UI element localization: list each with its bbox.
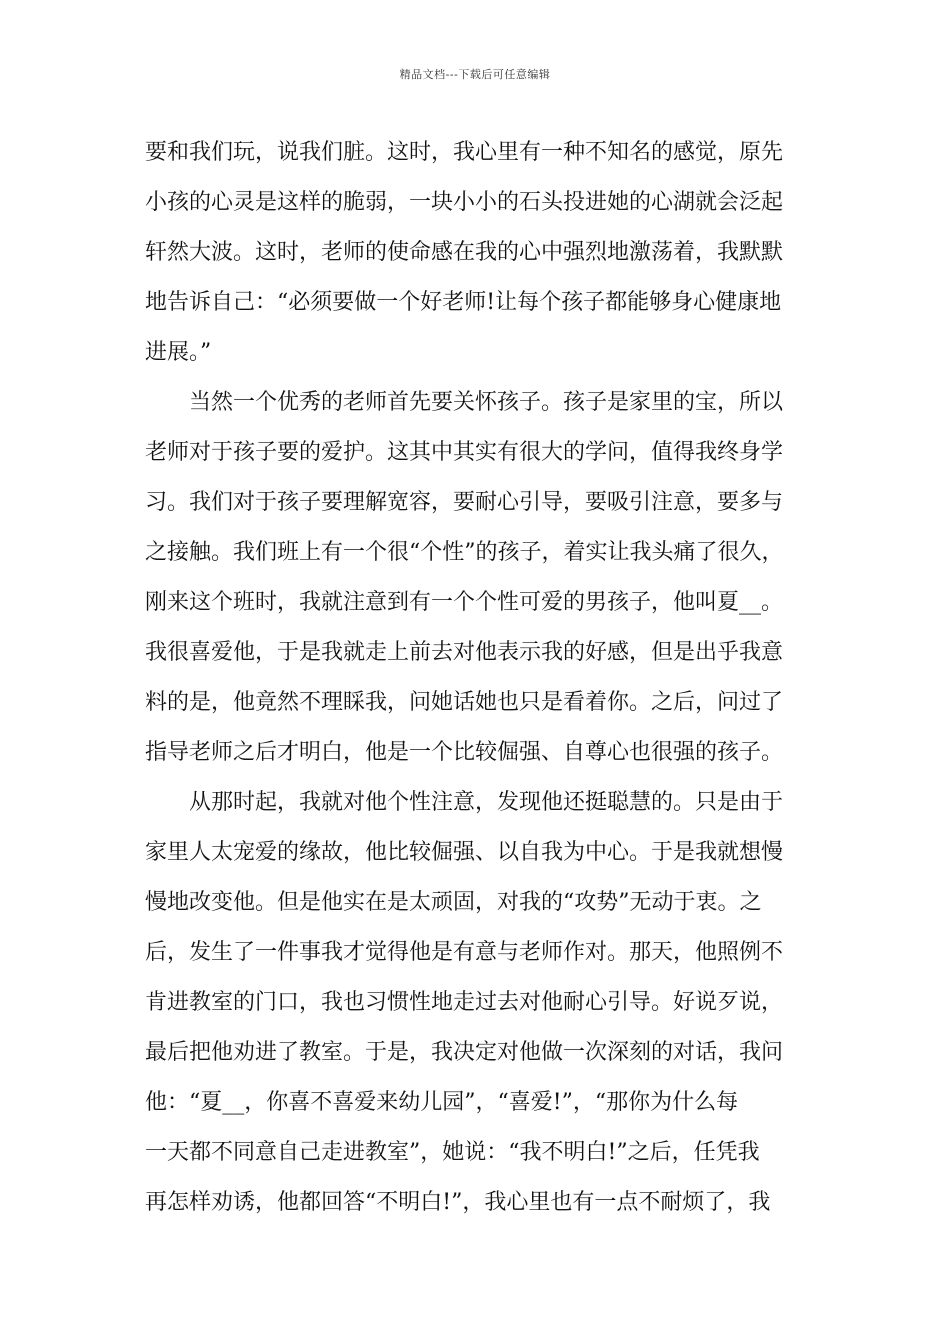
text-line: 地告诉自己：“必须要做一个好老师!让每个孩子都能够身心健康地 xyxy=(145,290,782,315)
text-line: 再怎样劝诱，他都回答“不明白!”，我心里也有一点不耐烦了，我 xyxy=(145,1190,771,1215)
text-line: 进展。” xyxy=(145,340,212,365)
text-line: 我很喜爱他，于是我就走上前去对他表示我的好感，但是出乎我意 xyxy=(145,640,784,665)
text-line: 后，发生了一件事我才觉得他是有意与老师作对。那天，他照例不 xyxy=(145,940,784,965)
text-line: 肯进教室的门口，我也习惯性地走过去对他耐心引导。好说歹说， xyxy=(145,990,784,1015)
text-line: 习。我们对于孩子要理解宽容，要耐心引导，要吸引注意，要多与 xyxy=(145,490,784,515)
text-line: 家里人太宠爱的缘故，他比较倔强、以自我为中心。于是我就想慢 xyxy=(145,840,784,865)
text-line: 最后把他劝进了教室。于是，我决定对他做一次深刻的对话，我问 xyxy=(145,1040,784,1065)
text-line: 老师对于孩子要的爱护。这其中其实有很大的学问，值得我终身学 xyxy=(145,440,784,465)
text-line: 慢地改变他。但是他实在是太顽固，对我的“攻势”无动于衷。之 xyxy=(145,890,762,915)
text-line: 从那时起，我就对他个性注意，发现他还挺聪慧的。只是由于 xyxy=(189,790,784,815)
text-line: 要和我们玩，说我们脏。这时，我心里有一种不知名的感觉，原先 xyxy=(145,140,784,165)
text-line: 小孩的心灵是这样的脆弱，一块小小的石头投进她的心湖就会泛起 xyxy=(145,190,784,215)
text-line: 刚来这个班时，我就注意到有一个个性可爱的男孩子，他叫夏__。 xyxy=(145,590,784,615)
text-line: 他：“夏__，你喜不喜爱来幼儿园”，“喜爱!”，“那你为什么每 xyxy=(145,1090,739,1115)
page-header: 精品文档---下载后可任意编辑 xyxy=(399,68,551,81)
text-line: 之接触。我们班上有一个很“个性”的孩子，着实让我头痛了很久， xyxy=(145,540,784,565)
text-line: 指导老师之后才明白，他是一个比较倔强、自尊心也很强的孩子。 xyxy=(145,740,784,765)
text-line: 一天都不同意自己走进教室”，她说：“我不明白!”之后，任凭我 xyxy=(145,1140,760,1165)
text-line: 当然一个优秀的老师首先要关怀孩子。孩子是家里的宝，所以 xyxy=(189,390,784,415)
text-line: 轩然大波。这时，老师的使命感在我的心中强烈地激荡着，我默默 xyxy=(145,240,784,265)
document-body xyxy=(145,128,825,1228)
text-line: 料的是，他竟然不理睬我，问她话她也只是看着你。之后，问过了 xyxy=(145,690,784,715)
